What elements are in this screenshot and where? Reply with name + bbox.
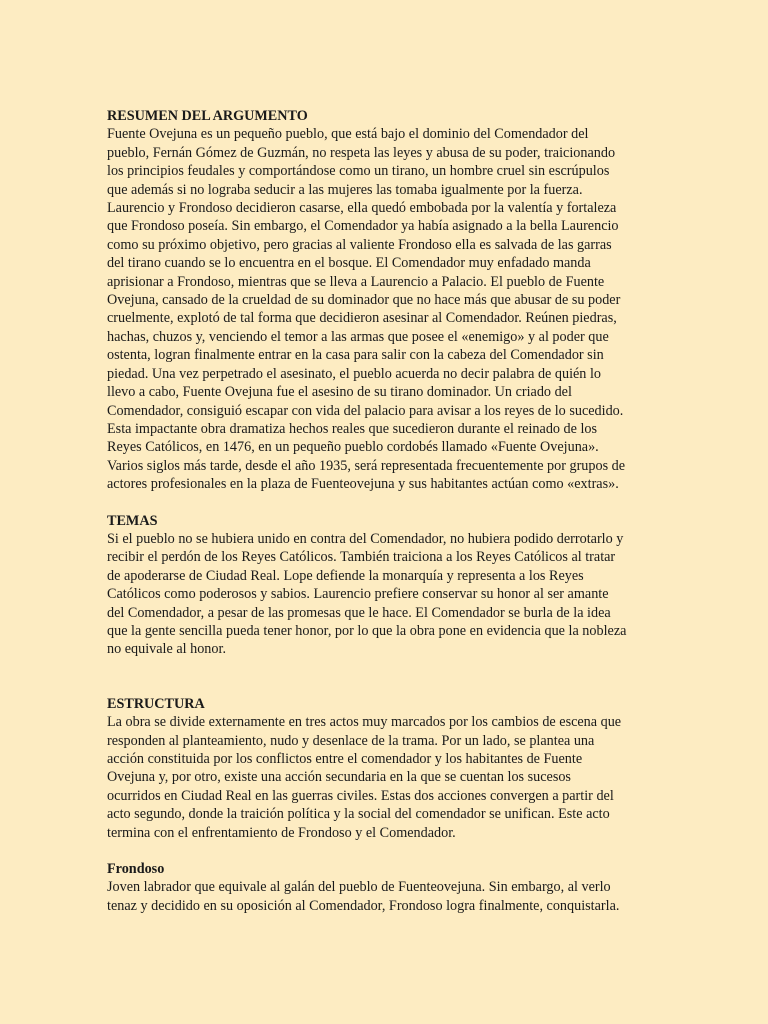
text-line: Católicos como poderosos y sabios. Laurencio prefiere conservar su honor al ser amante (107, 586, 609, 603)
section-title-estructura: ESTRUCTURA (107, 695, 205, 712)
text-line: termina con el enfrentamiento de Frondoso y el Comendador. (107, 824, 456, 841)
text-line: Esta impactante obra dramatiza hechos reales que sucedieron durante el reinado de los (107, 420, 598, 437)
text-line: pueblo, Fernán Gómez de Guzmán, no respeta las leyes y abusa de su poder, traicionando (107, 144, 616, 161)
section-spacer (107, 842, 662, 860)
text-line: del Comendador, a pesar de las promesas que le hace. El Comendador se burla de la idea (107, 604, 611, 621)
section-body-temas (107, 530, 662, 659)
text-line: como su próximo objetivo, pero gracias al valiente Frondoso ella es salvada de las garras (107, 236, 612, 253)
text-line: La obra se divide externamente en tres actos muy marcados por los cambios de escena que (107, 714, 622, 731)
text-line: hachas, chuzos y, venciendo el temor a las armas que posee el «enemigo» y al poder que (107, 328, 609, 345)
section-title-temas: TEMAS (107, 512, 158, 529)
text-line: actores profesionales en la plaza de Fuenteovejuna y sus habitantes actúan como «extras». (107, 476, 619, 493)
text-line: Fuente Ovejuna es un pequeño pueblo, que está bajo el dominio del Comendador del (107, 126, 589, 143)
section-temas (107, 512, 662, 659)
section-spacer (107, 494, 662, 512)
section-title-resumen: RESUMEN DEL ARGUMENTO (107, 108, 308, 124)
text-line: los principios feudales y comportándose como un tirano, un hombre cruel sin escrúpulos (107, 163, 610, 180)
section-estructura (107, 695, 662, 842)
text-line: aprisionar a Frondoso, mientras que se lleva a Laurencio a Palacio. El pueblo de Fuente (107, 273, 605, 290)
section-frondoso (107, 860, 662, 915)
section-resumen (107, 107, 662, 494)
text-line: acto segundo, donde la traición política y la social del comendador se unifican. Este acto (107, 806, 610, 823)
text-line: Joven labrador que equivale al galán del pueblo de Fuenteovejuna. Sin embargo, al verlo (107, 879, 611, 896)
text-line: recibir el perdón de los Reyes Católicos. También traiciona a los Reyes Católicos al tratar (107, 549, 616, 566)
text-line: que Frondoso poseía. Sin embargo, el Comendador ya había asignado a la bella Laurencio (107, 218, 619, 235)
text-line: Comendador, consiguió escapar con vida del palacio para avisar a los reyes de lo sucedido. (107, 402, 624, 419)
text-line: que además si no lograba seducir a las mujeres las tomaba igualmente por la fuerza. (107, 181, 583, 198)
section-title-frondoso: Frondoso (107, 861, 165, 878)
section-body-resumen (107, 125, 662, 493)
text-line: ocurridos en Ciudad Real en las guerras civiles. Estas dos acciones convergen a partir del (107, 787, 614, 804)
text-line: Si el pueblo no se hubiera unido en contra del Comendador, no hubiera podido derrotarlo y (107, 530, 624, 547)
document-content (107, 107, 662, 915)
section-body-estructura (107, 713, 662, 842)
text-line: Ovejuna, cansado de la crueldad de su dominador que no hace más que abusar de su poder (107, 292, 621, 309)
text-line: piedad. Una vez perpetrado el asesinato, el pueblo acuerda no decir palabra de quién lo (107, 365, 601, 382)
text-line: tenaz y decidido en su oposición al Comendador, Frondoso logra finalmente, conquistarla. (107, 897, 620, 914)
text-line: no equivale al honor. (107, 641, 226, 658)
text-line: del tirano cuando se lo encuentra en el bosque. El Comendador muy enfadado manda (107, 255, 591, 272)
text-line: Laurencio y Frondoso decidieron casarse, ella quedó embobada por la valentía y fortaleza (107, 200, 617, 217)
text-line: Varios siglos más tarde, desde el año 1935, será representada frecuentemente por grupos de (107, 457, 626, 474)
text-line: de apoderarse de Ciudad Real. Lope defiende la monarquía y representa a los Reyes (107, 567, 584, 584)
text-line: que la gente sencilla pueda tener honor, por lo que la obra pone en evidencia que la nobleza (107, 622, 627, 639)
section-body-frondoso (107, 878, 662, 915)
text-line: ostenta, logran finalmente entrar en la casa para salir con la cabeza del Comendador sin (107, 347, 604, 364)
text-line: Ovejuna y, por otro, existe una acción secundaria en la que se cuentan los sucesos (107, 769, 571, 786)
section-spacer (107, 659, 662, 695)
text-line: cruelmente, explotó de tal forma que decidieron asesinar al Comendador. Reúnen piedras, (107, 310, 617, 327)
text-line: acción constituida por los conflictos entre el comendador y los habitantes de Fuente (107, 751, 583, 767)
text-line: llevo a cabo, Fuente Ovejuna fue el asesino de su tirano dominador. Un criado del (107, 384, 572, 401)
text-line: Reyes Católicos, en 1476, en un pequeño pueblo cordobés llamado «Fuente Ovejuna». (107, 439, 599, 456)
text-line: responden al planteamiento, nudo y desenlace de la trama. Por un lado, se plantea una (107, 732, 595, 749)
